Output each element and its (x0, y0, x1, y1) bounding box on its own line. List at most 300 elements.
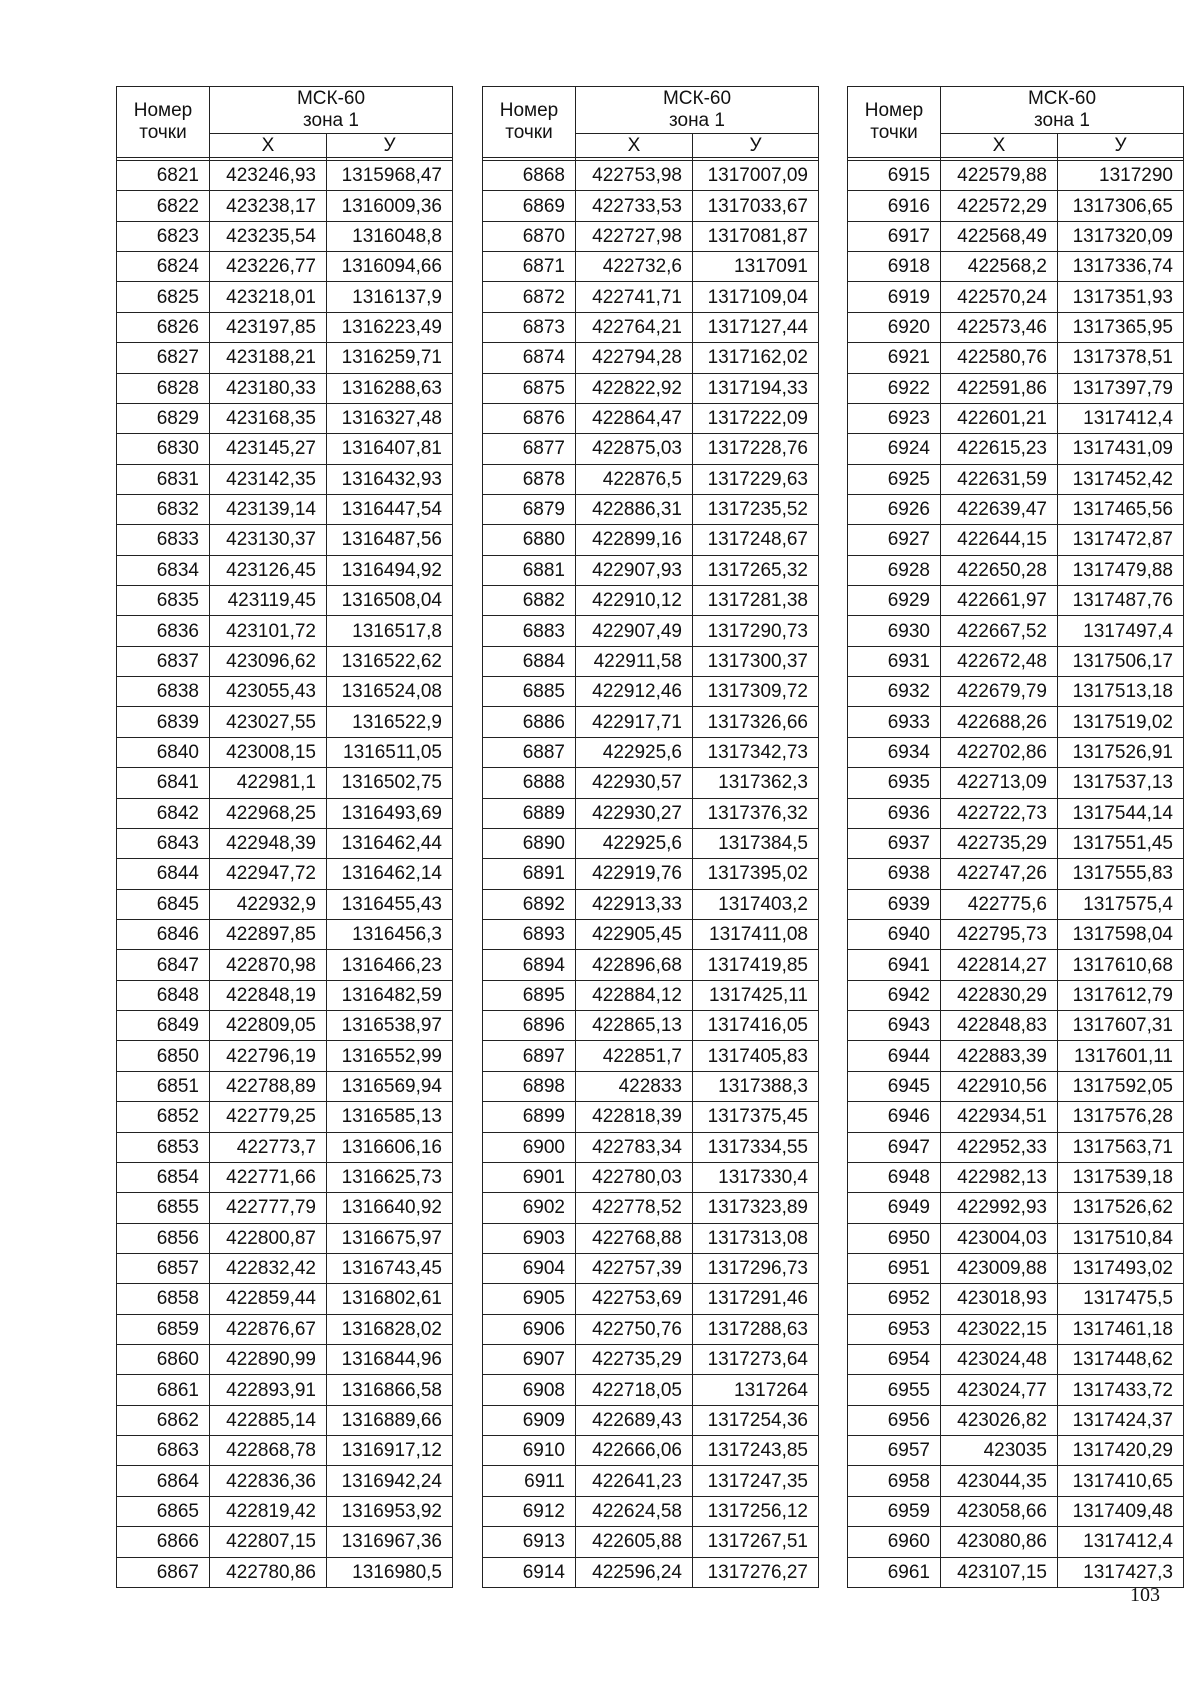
y-coordinate-cell: 1317127,44 (693, 312, 819, 342)
table-row (848, 1162, 1184, 1192)
table-body (117, 158, 453, 1588)
y-coordinate-cell: 1317592,05 (1058, 1071, 1184, 1101)
x-coordinate-cell: 423027,55 (210, 707, 327, 737)
point-number-cell: 6844 (117, 859, 210, 889)
x-coordinate-cell: 422930,57 (576, 768, 693, 798)
point-number-cell: 6824 (117, 252, 210, 282)
point-number-cell: 6853 (117, 1132, 210, 1162)
x-coordinate-cell: 422783,34 (576, 1132, 693, 1162)
y-coordinate-cell: 1317229,63 (693, 464, 819, 494)
y-coordinate-cell: 1317405,83 (693, 1041, 819, 1071)
y-coordinate-cell: 1316137,9 (327, 282, 453, 312)
table-row (117, 161, 453, 191)
point-number-cell: 6826 (117, 312, 210, 342)
x-coordinate-cell: 422836,36 (210, 1466, 327, 1496)
y-coordinate-cell: 1316517,8 (327, 616, 453, 646)
x-coordinate-cell: 422747,26 (941, 859, 1058, 889)
x-coordinate-cell: 422884,12 (576, 980, 693, 1010)
y-coordinate-cell: 1317323,89 (693, 1193, 819, 1223)
x-coordinate-cell: 422883,39 (941, 1041, 1058, 1071)
x-coordinate-cell: 422596,24 (576, 1557, 693, 1587)
table-row (483, 1345, 819, 1375)
y-header: У (693, 134, 819, 158)
point-number-header: Номер точки (483, 87, 576, 158)
y-coordinate-cell: 1317412,4 (1058, 403, 1184, 433)
table-row (117, 950, 453, 980)
x-coordinate-cell: 422779,25 (210, 1102, 327, 1132)
table-row (117, 494, 453, 524)
point-number-cell: 6891 (483, 859, 576, 889)
y-coordinate-cell: 1316494,92 (327, 555, 453, 585)
table-row (848, 859, 1184, 889)
y-coordinate-cell: 1317375,45 (693, 1102, 819, 1132)
table-row (117, 1496, 453, 1526)
table-row (117, 586, 453, 616)
table-row (483, 1436, 819, 1466)
x-coordinate-cell: 422679,79 (941, 677, 1058, 707)
point-number-cell: 6875 (483, 373, 576, 403)
x-coordinate-cell: 423226,77 (210, 252, 327, 282)
point-number-cell: 6941 (848, 950, 941, 980)
x-coordinate-cell: 422992,93 (941, 1193, 1058, 1223)
table-row (117, 1375, 453, 1405)
x-coordinate-cell: 423145,27 (210, 434, 327, 464)
x-coordinate-cell: 422807,15 (210, 1527, 327, 1557)
table-row (483, 616, 819, 646)
point-number-cell: 6874 (483, 343, 576, 373)
x-coordinate-cell: 422718,05 (576, 1375, 693, 1405)
point-number-cell: 6907 (483, 1345, 576, 1375)
y-coordinate-cell: 1316259,71 (327, 343, 453, 373)
y-coordinate-cell: 1317607,31 (1058, 1011, 1184, 1041)
zone-label: зона 1 (669, 110, 725, 131)
x-coordinate-cell: 423238,17 (210, 191, 327, 221)
point-number-cell: 6912 (483, 1496, 576, 1526)
point-number-cell: 6851 (117, 1071, 210, 1101)
y-coordinate-cell: 1317334,55 (693, 1132, 819, 1162)
table-row (848, 889, 1184, 919)
table-row (483, 1102, 819, 1132)
point-number-cell: 6855 (117, 1193, 210, 1223)
x-coordinate-cell: 422907,49 (576, 616, 693, 646)
table-row (117, 221, 453, 251)
system-label: МСК-60 (296, 88, 366, 109)
x-coordinate-cell: 423180,33 (210, 373, 327, 403)
x-coordinate-cell: 422579,88 (941, 161, 1058, 191)
point-number-cell: 6918 (848, 252, 941, 282)
table-row (117, 1466, 453, 1496)
point-number-cell: 6886 (483, 707, 576, 737)
table-row (483, 312, 819, 342)
x-coordinate-cell: 422644,15 (941, 525, 1058, 555)
y-coordinate-cell: 1316675,97 (327, 1223, 453, 1253)
x-coordinate-cell: 422733,53 (576, 191, 693, 221)
table-row (483, 1466, 819, 1496)
table-row (117, 798, 453, 828)
y-coordinate-cell: 1317313,08 (693, 1223, 819, 1253)
x-coordinate-cell: 422851,7 (576, 1041, 693, 1071)
y-coordinate-cell: 1317425,11 (693, 980, 819, 1010)
table-row (848, 191, 1184, 221)
point-number-cell: 6831 (117, 464, 210, 494)
x-coordinate-cell: 422591,86 (941, 373, 1058, 403)
point-number-cell: 6860 (117, 1345, 210, 1375)
x-coordinate-cell: 422732,6 (576, 252, 693, 282)
y-coordinate-cell: 1316522,9 (327, 707, 453, 737)
x-coordinate-cell: 423024,48 (941, 1345, 1058, 1375)
y-coordinate-cell: 1317424,37 (1058, 1405, 1184, 1435)
y-coordinate-cell: 1317342,73 (693, 737, 819, 767)
x-header: Х (576, 134, 693, 158)
table-row (848, 1557, 1184, 1587)
point-number-cell: 6870 (483, 221, 576, 251)
x-coordinate-cell: 422833 (576, 1071, 693, 1101)
table-row (848, 980, 1184, 1010)
x-coordinate-cell: 423035 (941, 1436, 1058, 1466)
table-row (848, 1466, 1184, 1496)
table-row (117, 1132, 453, 1162)
y-coordinate-cell: 1316407,81 (327, 434, 453, 464)
y-coordinate-cell: 1317378,51 (1058, 343, 1184, 373)
point-number-cell: 6905 (483, 1284, 576, 1314)
x-coordinate-cell: 422624,58 (576, 1496, 693, 1526)
point-number-cell: 6868 (483, 161, 576, 191)
point-number-cell: 6919 (848, 282, 941, 312)
y-coordinate-cell: 1317290,73 (693, 616, 819, 646)
table-row (848, 221, 1184, 251)
x-coordinate-cell: 423126,45 (210, 555, 327, 585)
point-number-cell: 6867 (117, 1557, 210, 1587)
point-number-cell: 6939 (848, 889, 941, 919)
table-row (117, 1436, 453, 1466)
x-coordinate-cell: 422947,72 (210, 859, 327, 889)
table-row (848, 586, 1184, 616)
y-coordinate-cell: 1316980,5 (327, 1557, 453, 1587)
x-coordinate-cell: 422764,21 (576, 312, 693, 342)
table-row (117, 1041, 453, 1071)
table-row (117, 828, 453, 858)
y-coordinate-cell: 1317247,35 (693, 1466, 819, 1496)
point-number-cell: 6866 (117, 1527, 210, 1557)
x-coordinate-cell: 423235,54 (210, 221, 327, 251)
point-number-cell: 6936 (848, 798, 941, 828)
table-row (483, 1496, 819, 1526)
x-coordinate-cell: 422773,7 (210, 1132, 327, 1162)
y-coordinate-cell: 1317487,76 (1058, 586, 1184, 616)
y-coordinate-cell: 1317351,93 (1058, 282, 1184, 312)
table-row (848, 1011, 1184, 1041)
y-coordinate-cell: 1317403,2 (693, 889, 819, 919)
point-number-cell: 6961 (848, 1557, 941, 1587)
table-row (848, 282, 1184, 312)
y-coordinate-cell: 1317576,28 (1058, 1102, 1184, 1132)
table-row (848, 434, 1184, 464)
table-row (483, 1284, 819, 1314)
table-row (848, 1405, 1184, 1435)
table-row (848, 312, 1184, 342)
x-coordinate-cell: 423022,15 (941, 1314, 1058, 1344)
x-coordinate-cell: 422818,39 (576, 1102, 693, 1132)
x-coordinate-cell: 422912,46 (576, 677, 693, 707)
point-number-cell: 6885 (483, 677, 576, 707)
x-coordinate-cell: 422875,03 (576, 434, 693, 464)
x-coordinate-cell: 422735,29 (576, 1345, 693, 1375)
y-coordinate-cell: 1316432,93 (327, 464, 453, 494)
table-row (483, 494, 819, 524)
y-coordinate-cell: 1317411,08 (693, 919, 819, 949)
x-coordinate-cell: 422650,28 (941, 555, 1058, 585)
x-coordinate-cell: 422573,46 (941, 312, 1058, 342)
point-number-cell: 6861 (117, 1375, 210, 1405)
y-coordinate-cell: 1317510,84 (1058, 1223, 1184, 1253)
table-row (483, 859, 819, 889)
y-coordinate-cell: 1316455,43 (327, 889, 453, 919)
table-row (117, 859, 453, 889)
table-body (483, 158, 819, 1588)
point-number-cell: 6904 (483, 1253, 576, 1283)
x-coordinate-cell: 422667,52 (941, 616, 1058, 646)
table-row (848, 555, 1184, 585)
table-row (848, 403, 1184, 433)
x-coordinate-cell: 422641,23 (576, 1466, 693, 1496)
table-row (117, 889, 453, 919)
table-row (117, 1162, 453, 1192)
table-row (848, 464, 1184, 494)
y-coordinate-cell: 1317598,04 (1058, 919, 1184, 949)
y-coordinate-cell: 1317264 (693, 1375, 819, 1405)
y-coordinate-cell: 1317409,48 (1058, 1496, 1184, 1526)
table-row (117, 1193, 453, 1223)
x-coordinate-cell: 422848,83 (941, 1011, 1058, 1041)
y-coordinate-cell: 1317601,11 (1058, 1041, 1184, 1071)
table-row (483, 646, 819, 676)
x-coordinate-cell: 422876,67 (210, 1314, 327, 1344)
table-row (848, 494, 1184, 524)
y-coordinate-cell: 1317465,56 (1058, 494, 1184, 524)
point-number-cell: 6949 (848, 1193, 941, 1223)
point-number-cell: 6895 (483, 980, 576, 1010)
table-row (483, 434, 819, 464)
point-number-cell: 6953 (848, 1314, 941, 1344)
point-number-cell: 6876 (483, 403, 576, 433)
table-row (483, 677, 819, 707)
x-coordinate-cell: 423044,35 (941, 1466, 1058, 1496)
point-number-cell: 6948 (848, 1162, 941, 1192)
y-coordinate-cell: 1316009,36 (327, 191, 453, 221)
y-coordinate-cell: 1317296,73 (693, 1253, 819, 1283)
x-coordinate-cell: 422819,42 (210, 1496, 327, 1526)
y-coordinate-cell: 1317194,33 (693, 373, 819, 403)
y-coordinate-cell: 1317563,71 (1058, 1132, 1184, 1162)
table-row (117, 252, 453, 282)
y-coordinate-cell: 1316640,92 (327, 1193, 453, 1223)
table-row (117, 1253, 453, 1283)
y-coordinate-cell: 1316466,23 (327, 950, 453, 980)
point-number-cell: 6841 (117, 768, 210, 798)
table-row (117, 677, 453, 707)
table-row (848, 707, 1184, 737)
x-coordinate-cell: 422865,13 (576, 1011, 693, 1041)
x-coordinate-cell: 422795,73 (941, 919, 1058, 949)
y-coordinate-cell: 1317551,45 (1058, 828, 1184, 858)
table-row (848, 1102, 1184, 1132)
point-number-cell: 6940 (848, 919, 941, 949)
x-coordinate-cell: 422925,6 (576, 737, 693, 767)
table-row (117, 1314, 453, 1344)
point-number-header: Номер точки (848, 87, 941, 158)
y-coordinate-cell: 1316917,12 (327, 1436, 453, 1466)
y-coordinate-cell: 1317433,72 (1058, 1375, 1184, 1405)
x-coordinate-cell: 423139,14 (210, 494, 327, 524)
point-number-cell: 6909 (483, 1405, 576, 1435)
point-number-cell: 6938 (848, 859, 941, 889)
table-row (848, 1193, 1184, 1223)
coordinate-system-header (576, 87, 819, 134)
table-row (117, 980, 453, 1010)
y-coordinate-cell: 1317497,4 (1058, 616, 1184, 646)
x-coordinate-cell: 422868,78 (210, 1436, 327, 1466)
table-row (483, 464, 819, 494)
table-row (483, 161, 819, 191)
y-coordinate-cell: 1317109,04 (693, 282, 819, 312)
point-number-cell: 6951 (848, 1253, 941, 1283)
point-number-cell: 6880 (483, 525, 576, 555)
x-coordinate-cell: 422777,79 (210, 1193, 327, 1223)
x-coordinate-cell: 422757,39 (576, 1253, 693, 1283)
point-number-cell: 6892 (483, 889, 576, 919)
table-row (483, 191, 819, 221)
point-number-cell: 6906 (483, 1314, 576, 1344)
y-coordinate-cell: 1316502,75 (327, 768, 453, 798)
point-number-cell: 6879 (483, 494, 576, 524)
point-number-cell: 6865 (117, 1496, 210, 1526)
x-coordinate-cell: 422859,44 (210, 1284, 327, 1314)
x-coordinate-cell: 422688,26 (941, 707, 1058, 737)
y-coordinate-cell: 1316552,99 (327, 1041, 453, 1071)
point-number-cell: 6914 (483, 1557, 576, 1587)
point-number-cell: 6931 (848, 646, 941, 676)
point-number-cell: 6945 (848, 1071, 941, 1101)
point-number-cell: 6836 (117, 616, 210, 646)
point-number-cell: 6952 (848, 1284, 941, 1314)
y-coordinate-cell: 1316462,14 (327, 859, 453, 889)
point-number-cell: 6843 (117, 828, 210, 858)
y-coordinate-cell: 1316493,69 (327, 798, 453, 828)
point-number-cell: 6884 (483, 646, 576, 676)
y-coordinate-cell: 1316223,49 (327, 312, 453, 342)
y-coordinate-cell: 1316482,59 (327, 980, 453, 1010)
point-number-cell: 6950 (848, 1223, 941, 1253)
y-coordinate-cell: 1317281,38 (693, 586, 819, 616)
table-row (848, 373, 1184, 403)
x-coordinate-cell: 422775,6 (941, 889, 1058, 919)
zone-label: зона 1 (1034, 110, 1090, 131)
y-coordinate-cell: 1316625,73 (327, 1162, 453, 1192)
coordinates-table-2 (482, 86, 819, 1588)
x-coordinate-cell: 422741,71 (576, 282, 693, 312)
point-number-cell: 6888 (483, 768, 576, 798)
point-number-cell: 6916 (848, 191, 941, 221)
y-coordinate-cell: 1316828,02 (327, 1314, 453, 1344)
point-number-cell: 6929 (848, 586, 941, 616)
table-row (117, 343, 453, 373)
x-coordinate-cell: 422666,06 (576, 1436, 693, 1466)
y-coordinate-cell: 1317397,79 (1058, 373, 1184, 403)
y-coordinate-cell: 1317273,64 (693, 1345, 819, 1375)
y-coordinate-cell: 1317475,5 (1058, 1284, 1184, 1314)
y-coordinate-cell: 1316889,66 (327, 1405, 453, 1435)
table-row (848, 1345, 1184, 1375)
table-row (117, 282, 453, 312)
point-number-cell: 6902 (483, 1193, 576, 1223)
y-coordinate-cell: 1317412,4 (1058, 1527, 1184, 1557)
y-coordinate-cell: 1316327,48 (327, 403, 453, 433)
x-coordinate-cell: 422672,48 (941, 646, 1058, 676)
table-row (117, 434, 453, 464)
x-coordinate-cell: 422605,88 (576, 1527, 693, 1557)
x-coordinate-cell: 422580,76 (941, 343, 1058, 373)
point-number-cell: 6921 (848, 343, 941, 373)
point-number-cell: 6911 (483, 1466, 576, 1496)
y-coordinate-cell: 1317537,13 (1058, 768, 1184, 798)
point-number-cell: 6935 (848, 768, 941, 798)
x-coordinate-cell: 422753,98 (576, 161, 693, 191)
x-coordinate-cell: 422982,13 (941, 1162, 1058, 1192)
x-coordinate-cell: 422796,19 (210, 1041, 327, 1071)
table-row (848, 677, 1184, 707)
table-row (483, 1041, 819, 1071)
table-row (483, 768, 819, 798)
x-coordinate-cell: 422771,66 (210, 1162, 327, 1192)
x-coordinate-cell: 422910,12 (576, 586, 693, 616)
point-number-cell: 6833 (117, 525, 210, 555)
y-coordinate-cell: 1317290 (1058, 161, 1184, 191)
point-number-cell: 6821 (117, 161, 210, 191)
y-coordinate-cell: 1317235,52 (693, 494, 819, 524)
y-coordinate-cell: 1317506,17 (1058, 646, 1184, 676)
y-coordinate-cell: 1317256,12 (693, 1496, 819, 1526)
x-coordinate-cell: 423004,03 (941, 1223, 1058, 1253)
x-coordinate-cell: 423130,37 (210, 525, 327, 555)
x-coordinate-cell: 423188,21 (210, 343, 327, 373)
table-body (848, 158, 1184, 1588)
point-number-cell: 6954 (848, 1345, 941, 1375)
y-coordinate-cell: 1317222,09 (693, 403, 819, 433)
table-row (483, 1071, 819, 1101)
point-number-header: Номер точки (117, 87, 210, 158)
y-coordinate-cell: 1317448,62 (1058, 1345, 1184, 1375)
x-coordinate-cell: 422934,51 (941, 1102, 1058, 1132)
y-coordinate-cell: 1317007,09 (693, 161, 819, 191)
point-number-cell: 6882 (483, 586, 576, 616)
x-coordinate-cell: 422899,16 (576, 525, 693, 555)
point-number-cell: 6854 (117, 1162, 210, 1192)
table-row (848, 1314, 1184, 1344)
y-coordinate-cell: 1316487,56 (327, 525, 453, 555)
point-number-cell: 6908 (483, 1375, 576, 1405)
y-coordinate-cell: 1317254,36 (693, 1405, 819, 1435)
point-number-cell: 6822 (117, 191, 210, 221)
point-number-cell: 6871 (483, 252, 576, 282)
point-number-cell: 6957 (848, 1436, 941, 1466)
x-coordinate-cell: 422917,71 (576, 707, 693, 737)
x-coordinate-cell: 422780,86 (210, 1557, 327, 1587)
point-number-cell: 6829 (117, 403, 210, 433)
x-coordinate-cell: 422848,19 (210, 980, 327, 1010)
table-row (848, 950, 1184, 980)
x-coordinate-cell: 422809,05 (210, 1011, 327, 1041)
x-coordinate-cell: 423008,15 (210, 737, 327, 767)
